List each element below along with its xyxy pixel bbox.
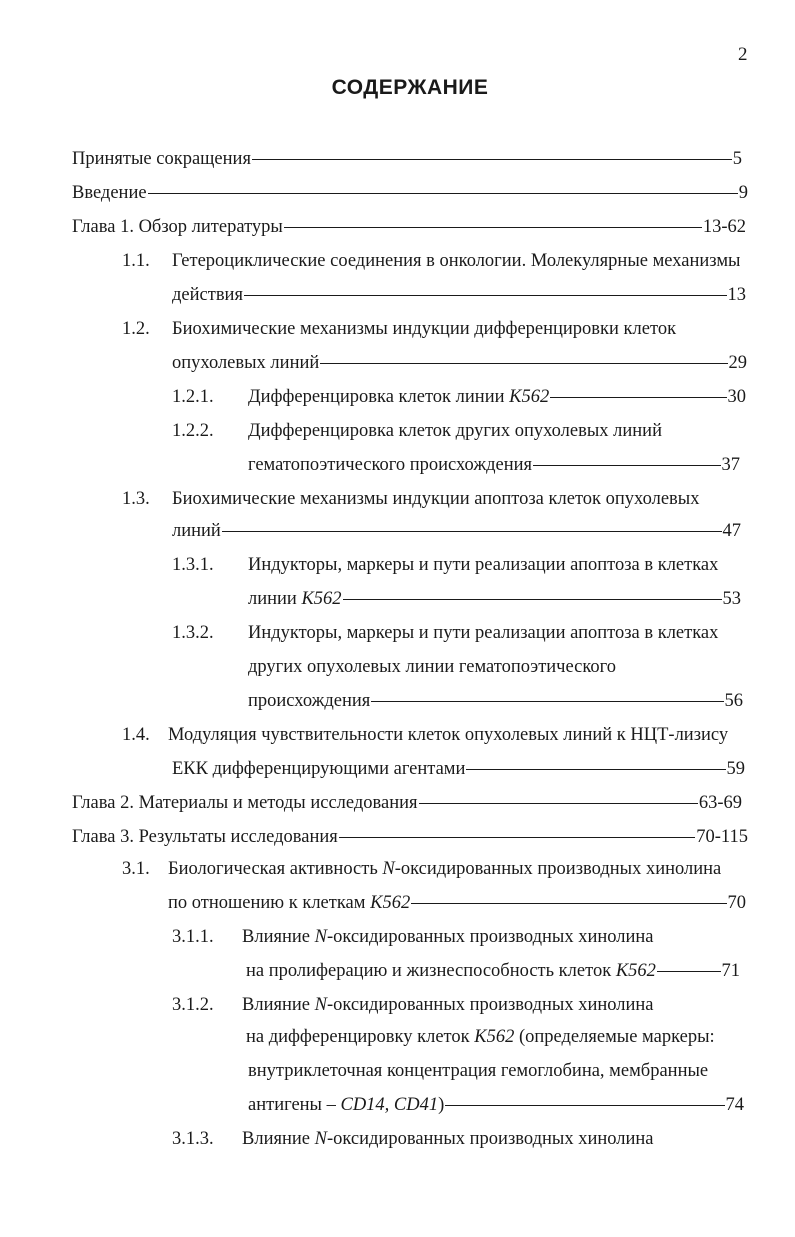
toc-entry-page: 56 <box>724 691 743 711</box>
toc-entry-number: 1.4. <box>122 725 150 745</box>
leader-line <box>320 363 727 364</box>
leader-line <box>371 701 723 702</box>
toc-entry-page: 29 <box>728 353 747 373</box>
leader-line <box>466 769 725 770</box>
leader-line <box>533 465 720 466</box>
toc-entry-text[interactable]: Индукторы, маркеры и пути реализации апоптоза в клетках <box>248 555 719 575</box>
toc-entry-text[interactable]: Влияние N-оксидированных производных хинолина <box>242 995 654 1015</box>
toc-entry-number: 1.2.1. <box>172 387 214 407</box>
toc-entry[interactable] <box>168 890 746 916</box>
toc-entry[interactable] <box>248 1092 744 1118</box>
leader-line <box>419 803 698 804</box>
toc-entry-text[interactable]: других опухолевых линии гематопоэтического <box>248 657 617 677</box>
leader-line <box>244 295 727 296</box>
toc-entry-text: Глава 1. Обзор литературы <box>72 217 283 237</box>
toc-entry-page: 71 <box>721 961 740 981</box>
toc-entry-number: 1.3.1. <box>172 555 214 575</box>
toc-entry-text: опухолевых линий <box>172 353 320 373</box>
toc-entry-text: гематопоэтического происхождения <box>248 455 533 475</box>
toc-entry-page: 13-62 <box>702 217 746 237</box>
toc-entry-page: 5 <box>732 149 742 169</box>
toc-entry-number: 3.1. <box>122 859 150 879</box>
toc-entry[interactable] <box>248 452 740 478</box>
toc-entry[interactable] <box>72 214 746 240</box>
toc-entry-text[interactable]: Модуляция чувствительности клеток опухолевых линий к НЦТ-лизису <box>168 725 729 745</box>
leader-line <box>550 397 726 398</box>
toc-entry[interactable] <box>172 282 746 308</box>
toc-entry-text: Введение <box>72 183 147 203</box>
toc-entry-text: действия <box>172 285 243 305</box>
toc-entry-page: 9 <box>738 183 748 203</box>
toc-entry-text[interactable]: Влияние N-оксидированных производных хинолина <box>242 927 654 947</box>
toc-entry-text: антигены – CD14, CD41) <box>248 1095 445 1115</box>
toc-entry-text: Глава 2. Материалы и методы исследования <box>72 793 418 813</box>
toc-entry-text[interactable]: Биохимические механизмы индукции дифференцировки клеток <box>172 319 677 339</box>
toc-entry-text: Принятые сокращения <box>72 149 251 169</box>
toc-entry-page: 37 <box>721 455 740 475</box>
toc-entry-text: линий <box>172 521 221 541</box>
toc-entry-number: 1.2.2. <box>172 421 214 441</box>
leader-line <box>284 227 702 228</box>
toc-entry-page: 53 <box>722 589 741 609</box>
toc-entry-number: 3.1.2. <box>172 995 214 1015</box>
leader-line <box>339 837 696 838</box>
toc-entry-text: Глава 3. Результаты исследования <box>72 827 338 847</box>
toc-entry-page: 13 <box>727 285 746 305</box>
toc-entry[interactable] <box>248 586 741 612</box>
toc-entry-number: 1.3. <box>122 489 150 509</box>
toc-entry-text: по отношению к клеткам K562 <box>168 893 411 913</box>
leader-line <box>411 903 726 904</box>
toc-entry-text[interactable]: Гетероциклические соединения в онкологии. Молекулярные механизмы <box>172 251 741 271</box>
leader-line <box>252 159 732 160</box>
toc-entry-number: 1.1. <box>122 251 150 271</box>
page-number: 2 <box>738 44 748 65</box>
toc-entry[interactable] <box>72 180 748 206</box>
toc-entry-text[interactable]: Влияние N-оксидированных производных хинолина <box>242 1129 654 1149</box>
toc-entry-text: линии K562 <box>248 589 342 609</box>
toc-entry-text: Дифференцировка клеток линии K562 <box>248 387 550 407</box>
toc-entry-number: 3.1.1. <box>172 927 214 947</box>
toc-entry-number: 3.1.3. <box>172 1129 214 1149</box>
toc-entry-page: 59 <box>726 759 745 779</box>
leader-line <box>148 193 738 194</box>
toc-entry-text: ЕКК дифференцирующими агентами <box>172 759 466 779</box>
leader-line <box>222 531 722 532</box>
toc-entry-text[interactable]: Биохимические механизмы индукции апоптоза клеток опухолевых <box>172 489 700 509</box>
toc-entry-number: 1.2. <box>122 319 150 339</box>
toc-entry-page: 70-115 <box>696 827 748 847</box>
page-title: СОДЕРЖАНИЕ <box>331 76 489 99</box>
toc-entry-page: 70 <box>727 893 746 913</box>
toc-entry[interactable] <box>72 824 748 850</box>
leader-line <box>445 1105 724 1106</box>
toc-entry-text[interactable]: внутриклеточная концентрация гемоглобина, мембранные <box>248 1061 709 1081</box>
toc-entry[interactable] <box>248 384 746 410</box>
toc-entry[interactable] <box>172 518 741 544</box>
toc-entry-text: на пролиферацию и жизнеспособность клеток K562 <box>246 961 656 981</box>
toc-entry-page: 30 <box>727 387 746 407</box>
toc-entry-number: 1.3.2. <box>172 623 214 643</box>
toc-entry-page: 47 <box>722 521 741 541</box>
leader-line <box>343 599 722 600</box>
toc-entry[interactable] <box>72 790 742 816</box>
toc-entry-text: происхождения <box>248 691 371 711</box>
toc-entry[interactable] <box>172 756 745 782</box>
toc-entry[interactable] <box>246 958 740 984</box>
toc-entry[interactable] <box>248 688 743 714</box>
toc-entry-text[interactable]: Индукторы, маркеры и пути реализации апоптоза в клетках <box>248 623 719 643</box>
toc-entry-page: 74 <box>725 1095 744 1115</box>
toc-entry-text[interactable]: Дифференцировка клеток других опухолевых линий <box>248 421 662 441</box>
toc-entry-text[interactable]: Биологическая активность N-оксидированных производных хинолина <box>168 859 722 879</box>
toc-entry-text[interactable]: на дифференцировку клеток K562 (определяемые маркеры: <box>246 1027 715 1047</box>
toc-entry[interactable] <box>72 146 742 172</box>
leader-line <box>657 971 721 972</box>
toc-entry[interactable] <box>172 350 747 376</box>
toc-entry-page: 63-69 <box>698 793 742 813</box>
